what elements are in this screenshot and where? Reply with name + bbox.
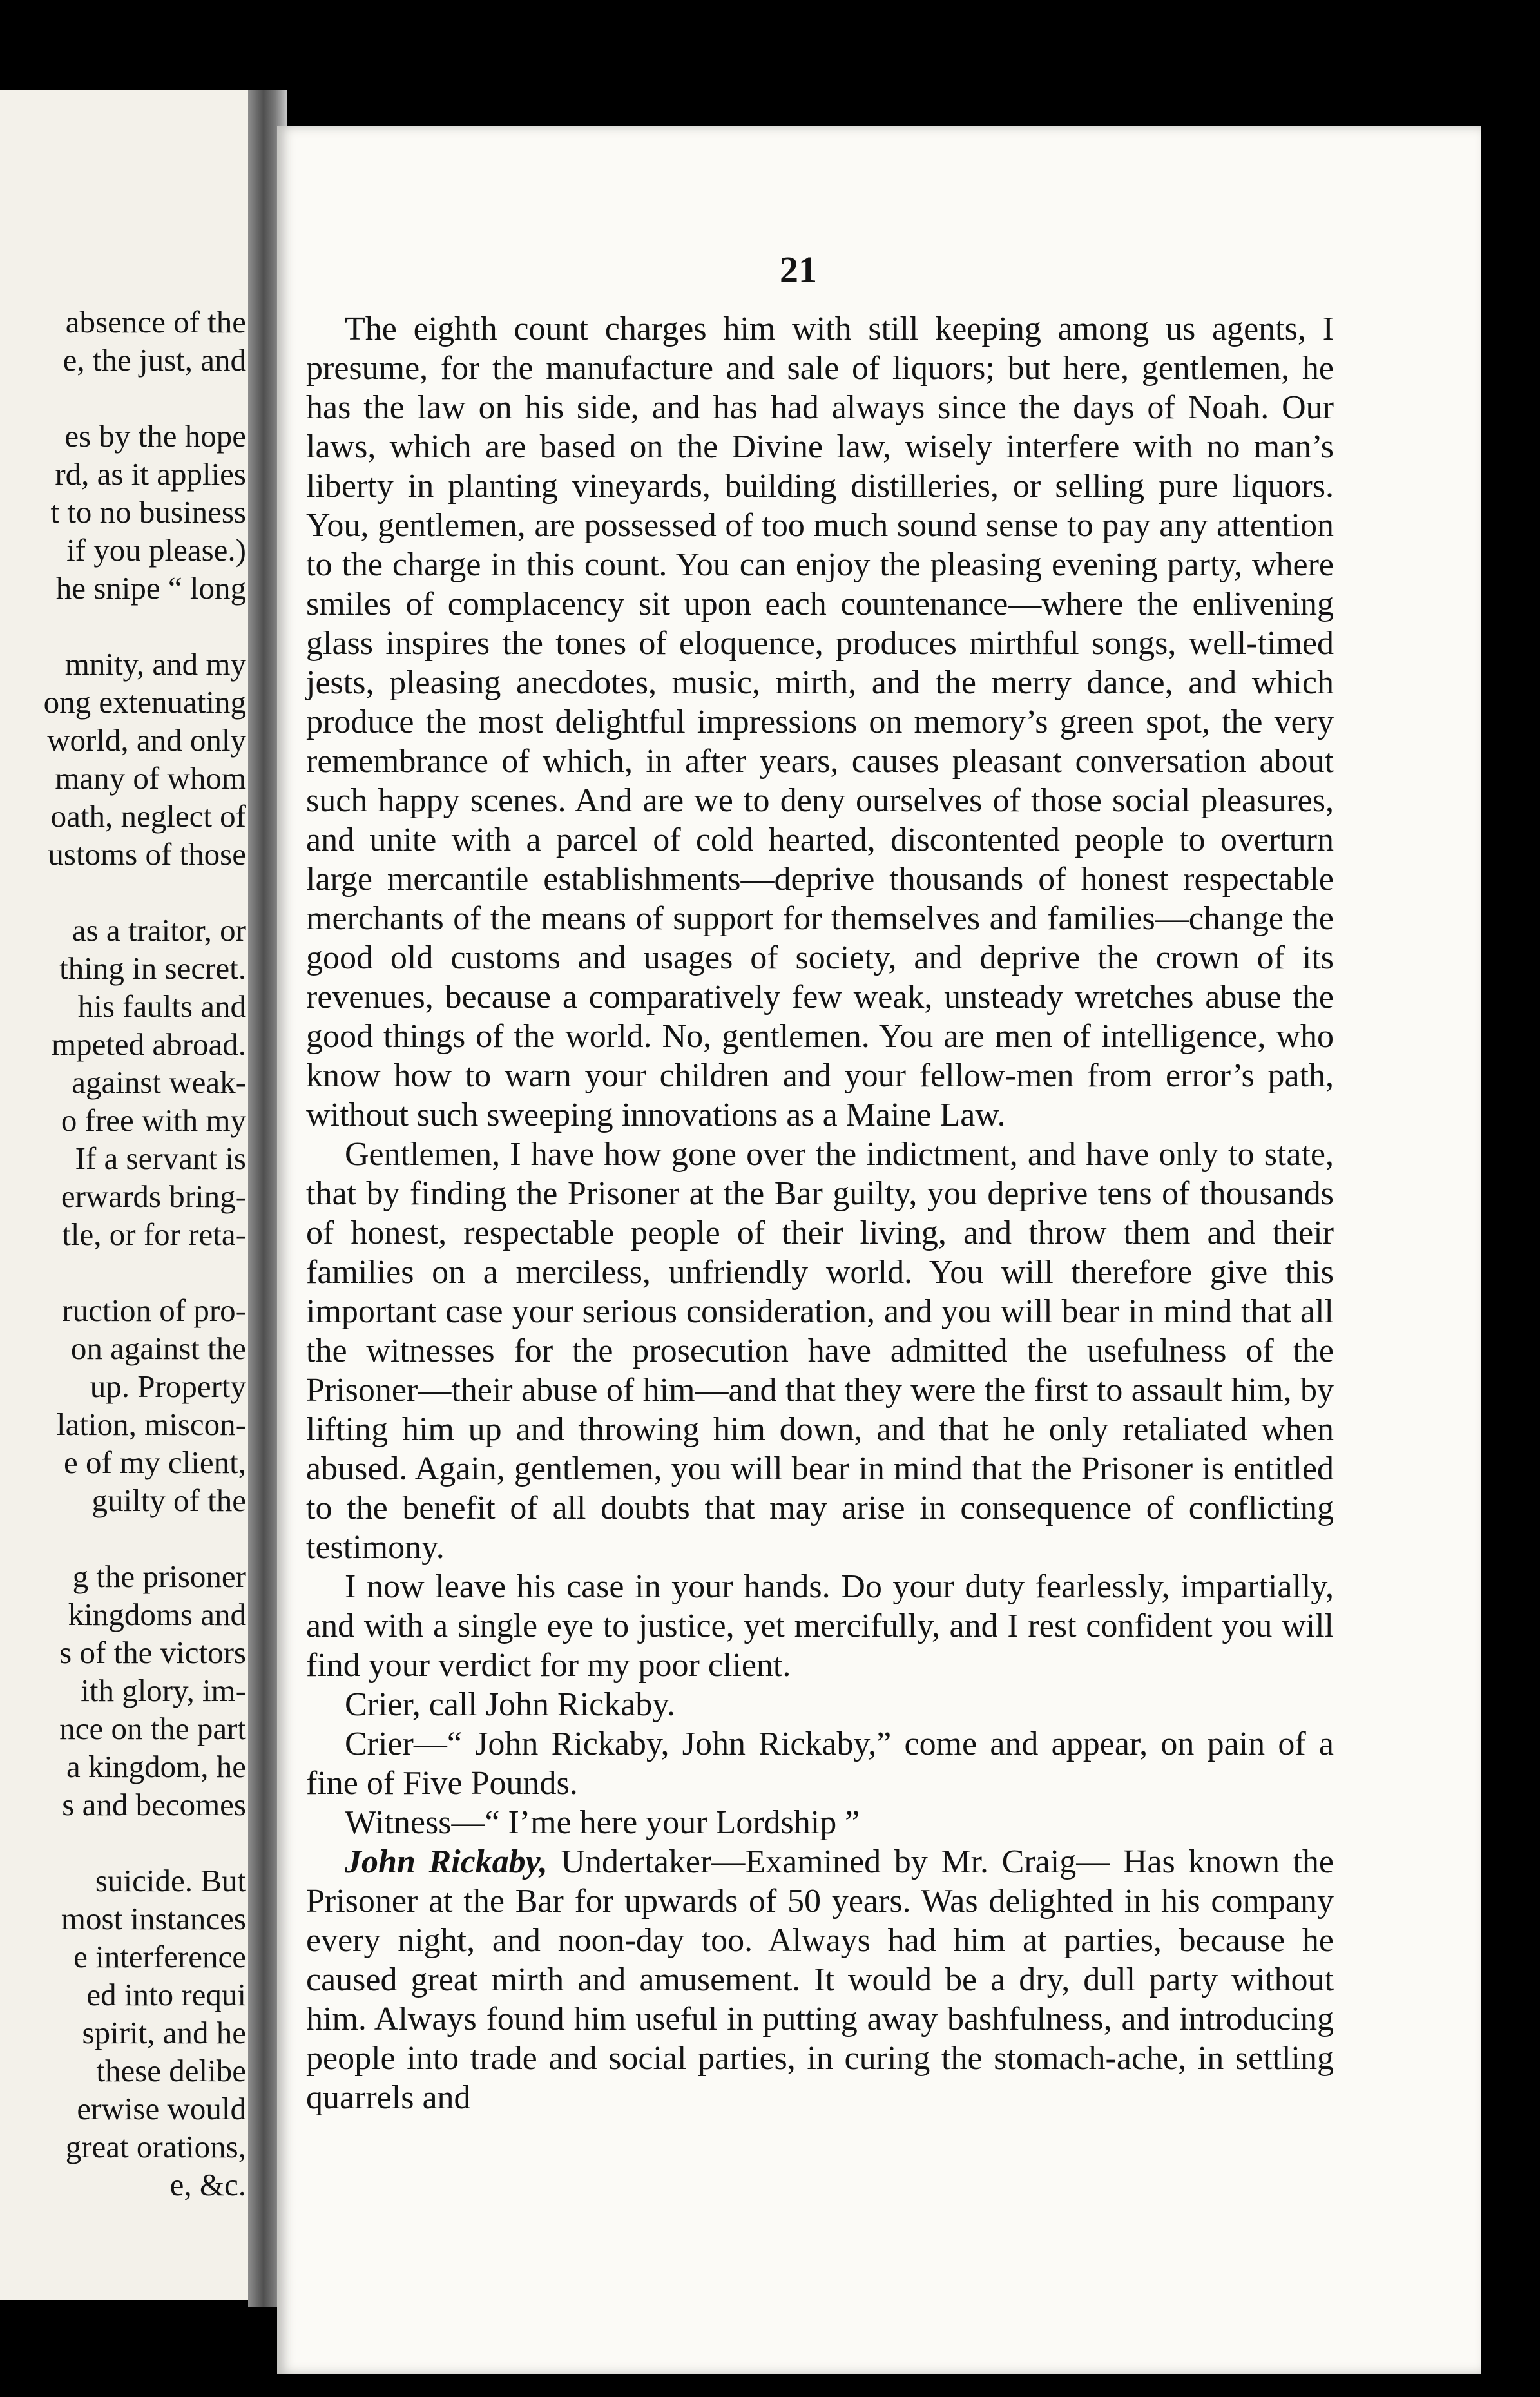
left-page-line: absence of the — [65, 304, 246, 340]
paragraph — [306, 1803, 1334, 1842]
paragraph — [306, 1724, 1334, 1803]
left-page-line: es by the hope — [64, 418, 246, 454]
left-page-line: a kingdom, he — [66, 1749, 246, 1784]
left-page-line: ong extenuating — [43, 684, 246, 720]
left-page-line: ustoms of those — [48, 836, 246, 872]
paragraph-text: Crier, call John Rickaby. — [345, 1686, 675, 1723]
page-number: 21 — [780, 249, 817, 291]
left-page-line: against weak- — [72, 1064, 246, 1100]
right-page — [277, 126, 1481, 2374]
paragraph-text: Witness—“ I’me here your Lordship ” — [345, 1804, 860, 1841]
paragraph — [306, 1685, 1334, 1724]
left-page-line: rd, as it applies — [55, 456, 246, 492]
left-page-line: g the prisoner — [72, 1559, 246, 1594]
speaker-name: John Rickaby, — [345, 1843, 548, 1880]
left-page-line: as a traitor, or — [72, 912, 246, 948]
left-page-line: most instances — [61, 1901, 246, 1936]
left-page-line: If a servant is — [75, 1141, 246, 1176]
left-page-line: ruction of pro- — [62, 1293, 246, 1328]
left-page-line: kingdoms and — [68, 1597, 246, 1632]
left-page-line: these delibe — [96, 2053, 246, 2088]
left-page-line: ed into requi — [86, 1977, 246, 2012]
left-page-line: e, &c. — [169, 2167, 246, 2202]
paragraph — [306, 1567, 1334, 1685]
left-page-line: up. Property — [90, 1369, 246, 1404]
left-page-line: e of my client, — [63, 1445, 246, 1480]
left-page-line: ith glory, im- — [81, 1673, 246, 1708]
left-page-fragment — [0, 90, 264, 2300]
left-page-line: thing in secret. — [59, 950, 246, 986]
paragraph-text: Undertaker—Examined by Mr. Craig— Has known the Prisoner at the Bar for upwards of 50 years. Was delighted in his company every night, and noon-day too. Always had him at parties, because he caused great mirth and amusement. It would be a dry, dull party without him. Always found him useful in putting away bashfulness, and introducing people into trade and social parties, in curing the stomach-ache, in settling quarrels and — [306, 1843, 1334, 2116]
left-page-line: mnity, and my — [64, 646, 246, 682]
paragraph — [306, 1135, 1334, 1567]
left-page-line: lation, miscon- — [57, 1407, 246, 1442]
left-page-line: world, and only — [47, 722, 246, 758]
left-page-line: guilty of the — [91, 1483, 246, 1518]
left-page-line: suicide. But — [95, 1863, 246, 1898]
paragraph-text: Gentlemen, I have how gone over the indictment, and have only to state, that by finding the Prisoner at the Bar guilty, you deprive tens of thousands of honest, respectable people of their living, and throw them and their families on a merciless, unfriendly world. You will therefore give this important case your serious consideration, and you will bear in mind that all the witnesses for the prosecution have admitted the usefulness of the Prisoner—their abuse of him—and that they were the first to assault him, by lifting him up and throwing him down, and that he only retaliated when abused. Again, gentlemen, you will bear in mind that the Prisoner is entitled to the benefit of all doubts that may arise in consequence of conflicting testimony. — [306, 1136, 1334, 1566]
paragraph — [306, 309, 1334, 1135]
left-page-line: oath, neglect of — [50, 798, 246, 834]
left-page-line: o free with my — [61, 1102, 246, 1138]
left-page-line: spirit, and he — [82, 2015, 246, 2050]
left-page-line: he snipe “ long — [55, 570, 246, 606]
left-page-line: e interference — [73, 1939, 246, 1974]
left-page-line: erwards bring- — [61, 1179, 246, 1214]
left-page-line: great orations, — [65, 2129, 246, 2164]
left-page-line: s and becomes — [62, 1787, 246, 1822]
left-page-line: e, the just, and — [63, 342, 246, 378]
paragraph — [306, 1842, 1334, 2117]
left-page-line: s of the victors — [59, 1635, 246, 1670]
left-page-line: nce on the part — [59, 1711, 246, 1746]
left-page-line: his faults and — [77, 988, 246, 1024]
paragraph-text: Crier—“ John Rickaby, John Rickaby,” come and appear, on pain of a fine of Five Pounds. — [306, 1726, 1334, 1802]
left-page-line: t to no business — [50, 494, 246, 530]
left-page-line: erwise would — [77, 2091, 246, 2126]
left-page-line: many of whom — [55, 760, 246, 796]
paragraph-text: I now leave his case in your hands. Do your duty fearlessly, impartially, and with a single eye to justice, yet mercifully, and I rest confident you will find your verdict for my poor client. — [306, 1568, 1334, 1684]
left-page-line: on against the — [70, 1331, 246, 1366]
left-page-line: tle, or for reta- — [62, 1217, 246, 1252]
left-page-text — [0, 303, 246, 2204]
left-page-line: mpeted abroad. — [51, 1026, 246, 1062]
page-body — [306, 309, 1334, 2117]
left-page-line: if you please.) — [66, 532, 246, 568]
paragraph-text: The eighth count charges him with still keeping among us agents, I presume, for the manufacture and sale of liquors; but here, gentlemen, he has the law on his side, and has had always since the days of Noah. Our laws, which are based on the Divine law, wisely interfere with no man’s liberty in planting vineyards, building distilleries, or selling pure liquors. You, gentlemen, are possessed of too much sound sense to pay any attention to the charge in this count. You can enjoy the pleasing evening party, where smiles of complacency sit upon each countenance—where the enlivening glass inspires the tones of eloquence, produces mirthful songs, well-timed jests, pleasing anecdotes, music, mirth, and the merry dance, and which produce the most delightful impressions on memory’s green spot, the very remembrance of which, in after years, causes pleasant conversation about such happy scenes. And are we to deny ourselves of those social pleasures, and unite with a parcel of cold hearted, discontented people to overturn large mercantile establishments—deprive thousands of honest respectable merchants of the means of support for themselves and families—change the good old customs and usages of society, and deprive the crown of its revenues, because a comparatively few weak, unsteady wretches abuse the good things of the world. No, gentlemen. You are men of intelligence, who know how to warn your children and your fellow-men from error’s path, without such sweeping innovations as a Maine Law. — [306, 311, 1334, 1133]
